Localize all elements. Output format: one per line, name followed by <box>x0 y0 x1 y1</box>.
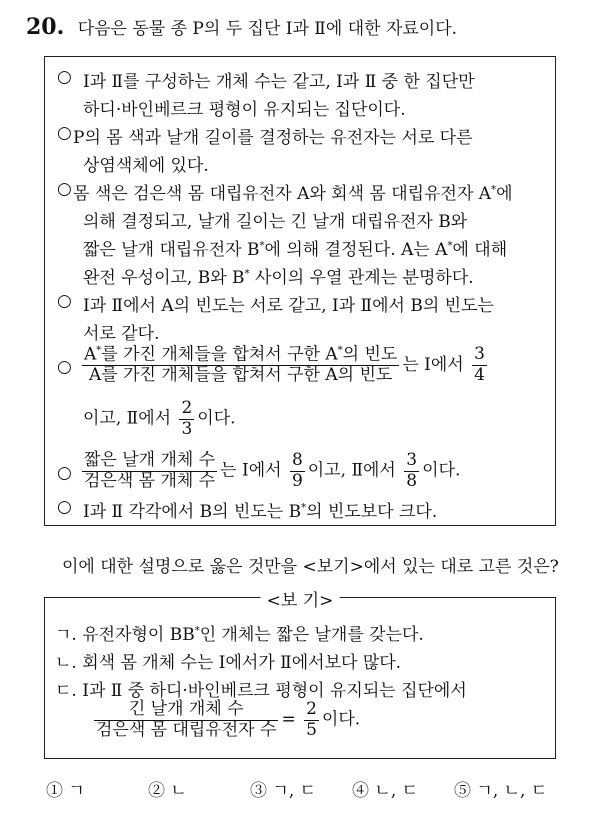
data-box <box>44 56 556 526</box>
bullet-3: ○ <box>57 179 72 199</box>
choice-2[interactable]: ② ㄴ <box>148 781 187 801</box>
item4-line2: 서로 같다. <box>83 324 160 344</box>
question-number: 20. <box>26 14 65 40</box>
item6-line: $\frac{\text{짧은 날개 개체 수}}{\text{검은색 몸 개체 수}}$ 는 Ⅰ에서 $\frac{8}{9}$ 이고, Ⅱ에서 $\frac{3}{8}$ 이다. <box>84 450 461 491</box>
item2-line1: P의 몸 색과 날개 길이를 결정하는 유전자는 서로 다른 <box>73 128 473 148</box>
question-prompt: 이에 대한 설명으로 옳은 것만을 <보기>에서 있는 대로 고른 것은? <box>62 557 559 577</box>
bullet-6: ○ <box>57 463 72 483</box>
bogi-title: <보 기> <box>261 586 340 611</box>
bogi-box <box>44 591 556 759</box>
item3-line1: 몸 색은 검은색 몸 대립유전자 A와 회색 몸 대립유전자 A*에 <box>73 184 513 204</box>
question-stem: 다음은 동물 종 P의 두 집단 Ⅰ과 Ⅱ에 대한 자료이다. <box>77 19 458 39</box>
choice-1[interactable]: ① ㄱ <box>46 781 85 801</box>
item4-line1: Ⅰ과 Ⅱ에서 A의 빈도는 서로 같고, Ⅰ과 Ⅱ에서 B의 빈도는 <box>83 296 494 316</box>
item5-fraction-1: $\frac{3}{4}$ <box>474 344 485 385</box>
item1-line2: 하디·바인베르크 평형이 유지되는 집단이다. <box>83 100 406 120</box>
item3-line3: 짧은 날개 대립유전자 B*에 의해 결정된다. A는 A*에 대해 <box>83 240 508 260</box>
item3-line4: 완전 우성이고, B와 B* 사이의 우열 관계는 분명하다. <box>83 268 474 288</box>
bogi-d-fraction: $\frac{2}{5}$ <box>306 699 317 740</box>
item2-line2: 상염색체에 있다. <box>83 156 209 176</box>
item6-fraction-2: $\frac{3}{8}$ <box>406 450 418 491</box>
choice-4[interactable]: ④ ㄴ, ㄷ <box>352 781 419 801</box>
item5-fraction-2: $\frac{2}{3}$ <box>181 398 193 439</box>
item3-line2: 의해 결정되고, 날개 길이는 긴 날개 대립유전자 B와 <box>83 212 468 232</box>
bullet-7: ○ <box>57 497 72 517</box>
question-header <box>26 14 457 40</box>
item1-line1: Ⅰ과 Ⅱ를 구성하는 개체 수는 같고, Ⅰ과 Ⅱ 중 한 집단만 <box>83 72 475 92</box>
item5-line2: 이고, Ⅱ에서 $\frac{2}{3}$ 이다. <box>83 398 236 439</box>
bullet-5: ○ <box>57 357 72 377</box>
bogi-item-g: ㄱ. 유전자형이 BB*인 개체는 짧은 날개를 갖는다. <box>55 625 424 645</box>
bogi-item-n: ㄴ. 회색 몸 개체 수는 Ⅰ에서가 Ⅱ에서보다 많다. <box>55 653 402 673</box>
choice-5[interactable]: ⑤ ㄱ, ㄴ, ㄷ <box>454 781 548 801</box>
item5-big-fraction: $\frac{A^*를 가진 개체들을 합쳐서 구한 A^*의 빈도}{\text{A를 가진 개체들을 합쳐서 구한 A의 빈도}}$ <box>84 344 398 386</box>
bogi-item-d-line2: $\frac{\text{긴 날개 개체 수}}{\text{검은색 몸 대립유전자 수}}$ = $\frac{2}{5}$ 이다. <box>96 699 361 740</box>
bullet-1: ○ <box>57 67 72 87</box>
bullet-2: ○ <box>57 123 72 143</box>
bogi-d-big-fraction: $\frac{\text{긴 날개 개체 수}}{\text{검은색 몸 대립유전자 수}}$ <box>96 699 277 740</box>
bogi-item-d-line1: ㄷ. Ⅰ과 Ⅱ 중 하디·바인베르크 평형이 유지되는 집단에서 <box>55 681 467 701</box>
item6-fraction-1: $\frac{8}{9}$ <box>291 450 303 491</box>
bullet-4: ○ <box>57 291 72 311</box>
choice-3[interactable]: ③ ㄱ, ㄷ <box>250 781 317 801</box>
item7-line: Ⅰ과 Ⅱ 각각에서 B의 빈도는 B*의 빈도보다 크다. <box>83 502 438 522</box>
item5-line1: $\frac{A^*를 가진 개체들을 합쳐서 구한 A^*의 빈도}{\text{A를 가진 개체들을 합쳐서 구한 A의 빈도}}$ 는 Ⅰ에서 $\frac{3}{4}$ <box>84 344 485 386</box>
item6-big-fraction: $\frac{\text{짧은 날개 개체 수}}{\text{검은색 몸 개체 수}}$ <box>84 450 216 491</box>
